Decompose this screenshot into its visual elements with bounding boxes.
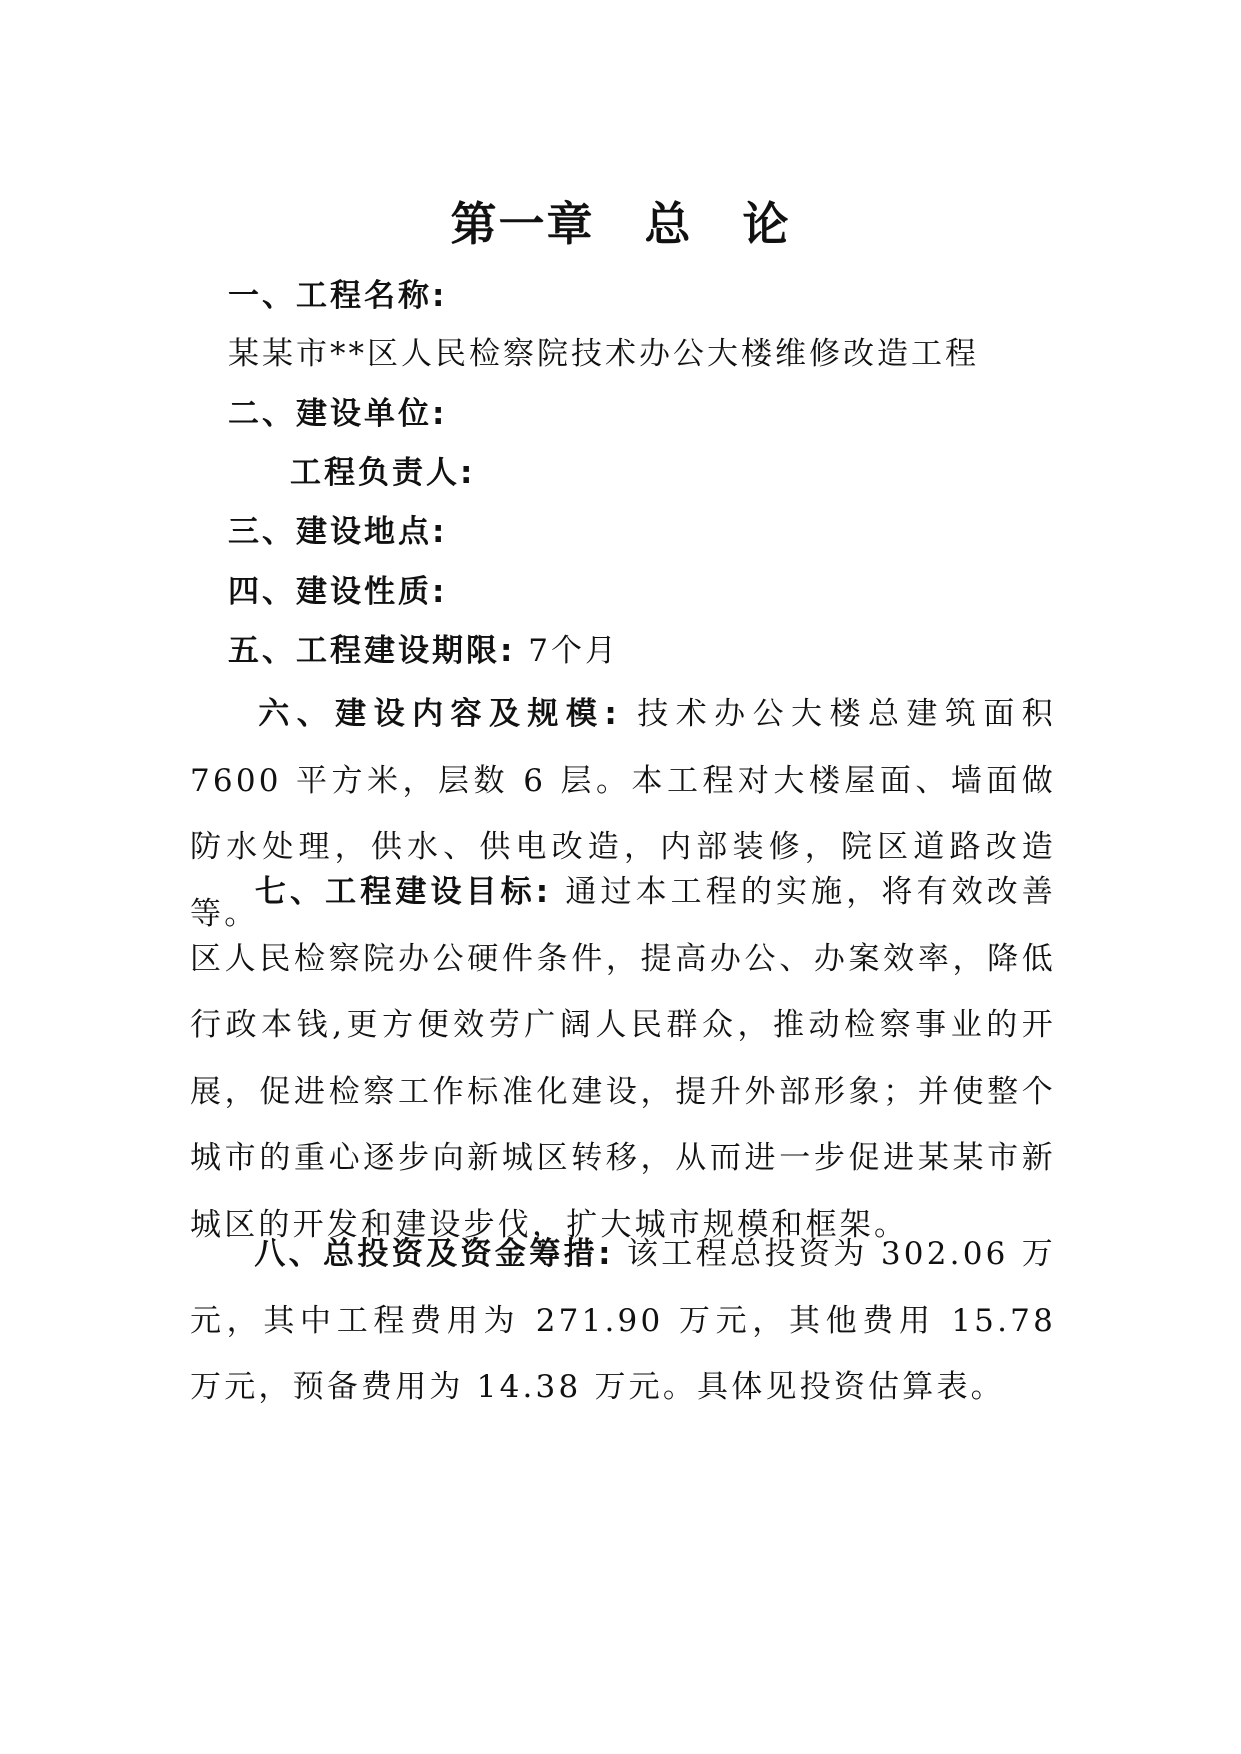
section-1-value: 某某市**区人民检察院技术办公大楼维修改造工程	[228, 336, 979, 372]
chapter-title	[0, 188, 1241, 254]
section-8-heading: 八、总投资及资金筹措:	[254, 1236, 614, 1272]
section-7	[190, 859, 1056, 1258]
section-1-heading: 一、工程名称:	[228, 278, 448, 314]
section-3-heading: 三、建设地点:	[228, 514, 448, 550]
section-5-value: 7个月	[515, 633, 619, 669]
section-8	[190, 1221, 1056, 1421]
section-6-heading: 六、建设内容及规模:	[254, 696, 620, 732]
section-8-value: 该工程总投资为 302.06 万元，其中工程费用为 271.90 万元，其他费用 15.78 万元，预备费用为 14.38 万元。具体见投资估算表。	[190, 1236, 1056, 1405]
section-7-value: 通过本工程的实施，将有效改善区人民检察院办公硬件条件，提高办公、办案效率，降低行政本钱,更方便效劳广阔人民群众，推动检察事业的开展，促进检察工作标准化建设，提升外部形象；并使整个城市的重心逐步向新城区转移，从而进一步促进某某市新城区的开发和建设步伐，扩大城市规模和框架。	[190, 874, 1056, 1243]
chapter-title-word-1: 总	[644, 197, 693, 251]
section-5-heading: 五、工程建设期限:	[228, 633, 516, 669]
section-5	[228, 631, 619, 671]
section-6-value: 技术办公大楼总建筑面积 7600 平方米，层数 6 层。本工程对大楼屋面、墙面做防水处理，供水、供电改造，内部装修，院区道路改造等。	[190, 696, 1056, 932]
section-4-heading: 四、建设性质:	[228, 574, 448, 610]
section-2-heading: 二、建设单位:	[228, 396, 448, 432]
section-7-heading: 七、工程建设目标:	[254, 874, 552, 910]
section-2-subheading: 工程负责人:	[290, 455, 476, 491]
chapter-title-word-2: 论	[742, 197, 791, 251]
chapter-title-number: 第一章	[450, 197, 595, 251]
